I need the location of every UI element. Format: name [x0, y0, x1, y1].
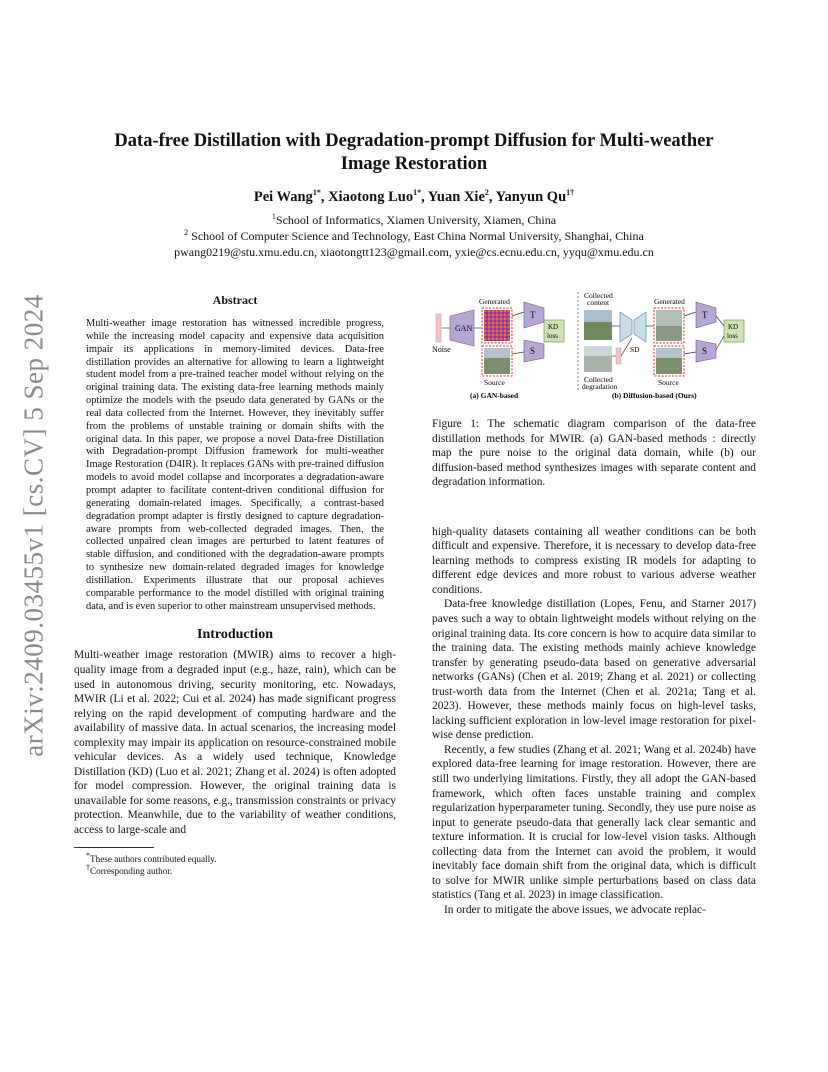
kd-label: KD	[728, 323, 739, 331]
loss-label: loss	[547, 332, 558, 340]
footnote-mark: *	[86, 850, 90, 860]
kd-label: KD	[548, 323, 559, 331]
degradation-prompt	[616, 348, 621, 364]
teacher-label: T	[530, 310, 536, 320]
footnote-text: These authors contributed equally.	[90, 853, 217, 864]
paragraph: Data-free knowledge distillation (Lopes, Fenu, and Starner 2017) paves such a way to obtain lightweight models without relying on the original training data. Its core concern is how to acquire data similar to the training data. The existing methods mainly achieve knowledge transfer by generating pseudo-data based on generative adversarial networks (GANs) (Chen et al. 2019; Zhang et al. 2021) or collecting trust-worth data from the Internet (Chen et al. 2021a; Tang et al. 2023). However, these methods mainly focus on high-level tasks, lacking sufficient exploration in low-level image restoration for pixel-wise dense prediction.	[432, 598, 756, 742]
generated-label: Generated	[654, 297, 685, 306]
collected-degradation-label: degradation	[582, 382, 618, 391]
figure-1-caption: Figure 1: The schematic diagram comparison of the data-free distillation methods for MWIR. (a) GAN-based methods : directly map the pure noise to the original data domain, while (b) our diffusion-based method synthesizes images with separate content and degradation information.	[432, 418, 756, 489]
collected-content-label: content	[587, 298, 610, 307]
author-list: Pei Wang$^{1*}$, Xiaotong Luo$^{1*}$, Yuan Xie$^2$, Yanyun $Qu^{1\dagger}$	[253, 188, 575, 205]
paragraph: In order to mitigate the above issues, we advocate replac-	[444, 903, 706, 916]
panel-b-caption: (b) Diffusion-based (Ours)	[612, 391, 697, 400]
introduction-text-right	[432, 525, 756, 918]
gan-label: GAN	[455, 324, 473, 333]
source-label: Source	[658, 378, 679, 387]
footnote-mark: †	[86, 862, 90, 872]
noise-vector	[436, 314, 441, 342]
paragraph: high-quality datasets containing all weather conditions can be both difficult and expensive. Therefore, it is necessary to develop data-free learning methods to compress existing IR models for adapting to different edge devices and more robust to various adverse weather conditions.	[432, 525, 756, 596]
author-emails: pwang0219@stu.xmu.edu.cn, xiaotongtt123@gmail.com, yxie@cs.ecnu.edu.cn, yyqu@xmu.edu.cn	[174, 245, 654, 259]
collected-content-label: Collected	[584, 291, 613, 300]
affil-mark: 1	[271, 212, 276, 221]
generated-noise-image	[484, 310, 510, 341]
author-name: Yuan Xie	[427, 189, 485, 205]
abstract-text: Multi-weather image restoration has witnessed incredible progress, while the increasing model capacity and expensive data acquisition impair its applications in memory-limited devices. Data-free distillation provides an alternative for allowing to learn a lightweight student model from a pre-trained teacher model without relying on the original training data. The existing data-free learning methods mainly optimize the models with the pseudo data generated by GANs or the real data collected from the Internet. However, they inevitably suffer from the problems of unstable training or domain shifts with the original data. In this paper, we propose a novel Data-free Distillation with Degradation-prompt Diffusion framework for multi-weather Image Restoration (D4IR). It replaces GANs with pre-trained diffusion models to avoid model collapse and incorporates a degradation-aware prompt adapter to facilitate content-driven conditional diffusion for generating domain-related images. Specifically, a contrast-based degradation prompt adapter is firstly designed to capture degradation-aware prompts from web-collected degraded images. Then, the collected unpaired clean images are perturbed to latent features of stable diffusion, and conditioned with the degradation-aware prompts to synthesize new domain-related degraded images for knowledge distillation. Experiments illustrate that our proposal achieves comparable performance to the model distilled with original training data, and is even superior to other mainstream unsupervised methods.	[86, 318, 384, 612]
sd-decoder	[634, 312, 646, 342]
affil-text: School of Computer Science and Technology, East China Normal University, Shanghai, China	[188, 229, 644, 243]
right-column	[432, 290, 756, 918]
paragraph: Multi-weather image restoration (MWIR) aims to recover a high-quality image from a degraded input (e.g., haze, rain), which can be used in autonomous driving, security monitoring, etc. Nowadays, MWIR (Li et al. 2022; Cui et al. 2024) has made significant progress relying on the rapid development of computing hardware and the availability of massive data. In actual scenarios, the increasing model complexity may impair its application on resource-constrained mobile vehicular devices. As a widely used technique, Knowledge Distillation (KD) (Luo et al. 2021; Zhang et al. 2024) is often adopted for model compression. However, the original training data is unavailable for some reasons, e.g., transmission constraints or privacy protection. Meanwhile, due to the variability of weather conditions, access to large-scale and	[74, 649, 396, 836]
arxiv-side-stamp	[14, 290, 54, 760]
student-label: S	[702, 346, 708, 356]
panel-a-gan-based	[432, 297, 564, 400]
source-label: Source	[484, 378, 505, 387]
arxiv-identifier: arXiv:2409.03455v1 [cs.CV] 5 Sep 2024	[18, 293, 49, 757]
figure-1-diagram	[432, 290, 756, 406]
author-affil-mark: 1†	[566, 188, 575, 198]
teacher-label: T	[702, 310, 708, 320]
author-name: Pei Wang	[253, 189, 313, 205]
panel-b-diffusion-based	[582, 291, 744, 400]
author-name: Xiaotong Luo	[328, 189, 414, 205]
affiliation-line	[90, 228, 738, 244]
author-name: Yanyun Qu	[495, 189, 567, 205]
panel-a-caption: (a) GAN-based	[470, 391, 519, 400]
loss-label: loss	[727, 332, 738, 340]
left-column	[74, 293, 396, 877]
affiliations	[90, 212, 738, 260]
noise-label: Noise	[432, 345, 451, 354]
footnote	[74, 862, 396, 877]
sd-encoder	[620, 312, 632, 342]
author-affil-mark: 1*	[312, 188, 321, 198]
author-affil-mark: 1*	[413, 188, 422, 198]
footnote	[74, 850, 396, 865]
collected-degradation-label: Collected	[584, 375, 613, 384]
footnote-text: Corresponding author.	[90, 865, 173, 876]
affiliation-line	[90, 212, 738, 228]
footnote-divider	[74, 847, 154, 848]
paper-title: Data-free Distillation with Degradation-prompt Diffusion for Multi-weather Image Restoration	[114, 131, 714, 174]
author-affil-mark: 2	[484, 188, 489, 198]
introduction-heading: Introduction	[197, 627, 273, 643]
generated-label: Generated	[479, 297, 510, 306]
sd-label: SD	[630, 345, 640, 354]
affil-mark: 2	[184, 228, 189, 237]
abstract-heading: Abstract	[212, 293, 258, 307]
affil-text: School of Informatics, Xiamen University, Xiamen, China	[275, 213, 557, 227]
introduction-text-left	[74, 648, 396, 837]
student-label: S	[530, 346, 536, 356]
paragraph: Recently, a few studies (Zhang et al. 2021; Wang et al. 2024b) have explored data-free learning for image restoration. However, there are still two underlying limitations. Firstly, they all adopt the GAN-based framework, which often faces unstable training and complex regularization hyperparameter tuning. Secondly, they use pure noise as input to generate pseudo-data that generally lack clear semantic and texture information. It is crucial for low-level vision tasks. Although collecting data from the Internet can avoid the problem, it would inevitably face domain shift from the original data, which is difficult to solve for MWIR unlike simple perturbations based on class data statistics (Tang et al. 2023) in image classification.	[432, 743, 756, 902]
